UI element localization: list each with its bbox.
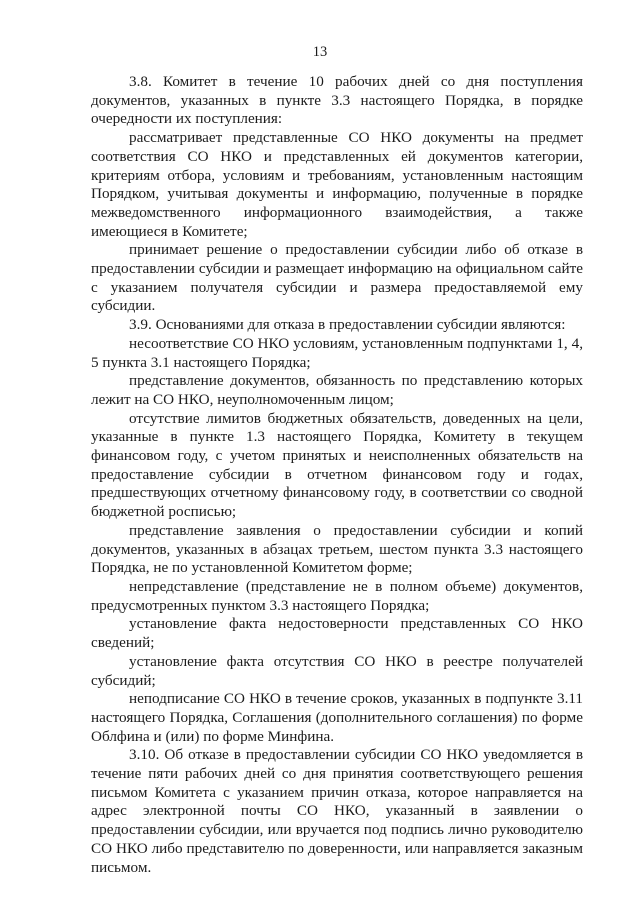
paragraph-3-10: 3.10. Об отказе в предоставлении субсидии СО НКО уведомляется в течение пяти рабочих дней со дня принятия соответствующего решения письмом Комитета с указанием причин отказа, которое направляется на адрес электронной почты СО НКО, указанный в заявлении о предоставлении субсидии, или вручается под подпись лично руководителю СО НКО либо представителю по доверенности, или направляется заказным письмом.	[91, 746, 583, 876]
refusal-reason-unsigned-agreement: неподписание СО НКО в течение сроков, указанных в подпункте 3.11 настоящего Порядка, Соглашения (дополнительного соглашения) по форме Облфина и (или) по форме Минфина.	[91, 690, 583, 745]
paragraph-3-8-review: рассматривает представленные СО НКО документы на предмет соответствия СО НКО и представленных ей документов категории, критериям отбора, условиям и требованиям, установленным настоящим Порядком, учитывая документы и информацию, полученные в порядке межведомственного информационного взаимодействия, а также имеющиеся в Комитете;	[91, 129, 583, 240]
refusal-reason-incomplete-documents: непредставление (представление не в полном объеме) документов, предусмотренных пунктом 3.3 настоящего Порядка;	[91, 577, 583, 614]
refusal-reason-no-limits: отсутствие лимитов бюджетных обязательств, доведенных на цели, указанные в пункте 1.3 настоящего Порядка, Комитету в текущем финансовом году, с учетом принятых и неисполненных обязательств на предоставление субсидии в отчетном финансовом году и годах, предшествующих отчетному финансовому году, в соответствии со сводной бюджетной росписью;	[91, 409, 583, 521]
refusal-reason-nonconformity: несоответствие СО НКО условиям, установленным подпунктами 1, 4, 5 пункта 3.1 настоящего Порядка;	[91, 334, 583, 371]
paragraph-3-9: 3.9. Основаниями для отказа в предоставлении субсидии являются:	[129, 316, 566, 334]
paragraph-3-8-decision: принимает решение о предоставлении субсидии либо об отказе в предоставлении субсидии и размещает информацию на официальном сайте с указанием получателя субсидии и размера предоставляемой ему субсидии.	[91, 241, 583, 315]
refusal-reason-unauthorized-person: представление документов, обязанность по представлению которых лежит на СО НКО, неуполномоченным лицом;	[91, 372, 583, 408]
refusal-reason-not-in-register: установление факта отсутствия СО НКО в реестре получателей субсидий;	[91, 652, 583, 689]
refusal-reason-wrong-form: представление заявления о предоставлении субсидии и копий документов, указанных в абзацах третьем, шестом пункта 3.3 настоящего Порядка, не по установленной Комитетом форме;	[91, 521, 583, 577]
paragraph-3-8: 3.8. Комитет в течение 10 рабочих дней со дня поступления документов, указанных в пункте 3.3 настоящего Порядка, в порядке очередности их поступления:	[91, 73, 583, 128]
document-body	[91, 73, 583, 877]
page-number: 13	[312, 44, 328, 60]
refusal-reason-false-information: установление факта недостоверности представленных СО НКО сведений;	[91, 615, 583, 652]
